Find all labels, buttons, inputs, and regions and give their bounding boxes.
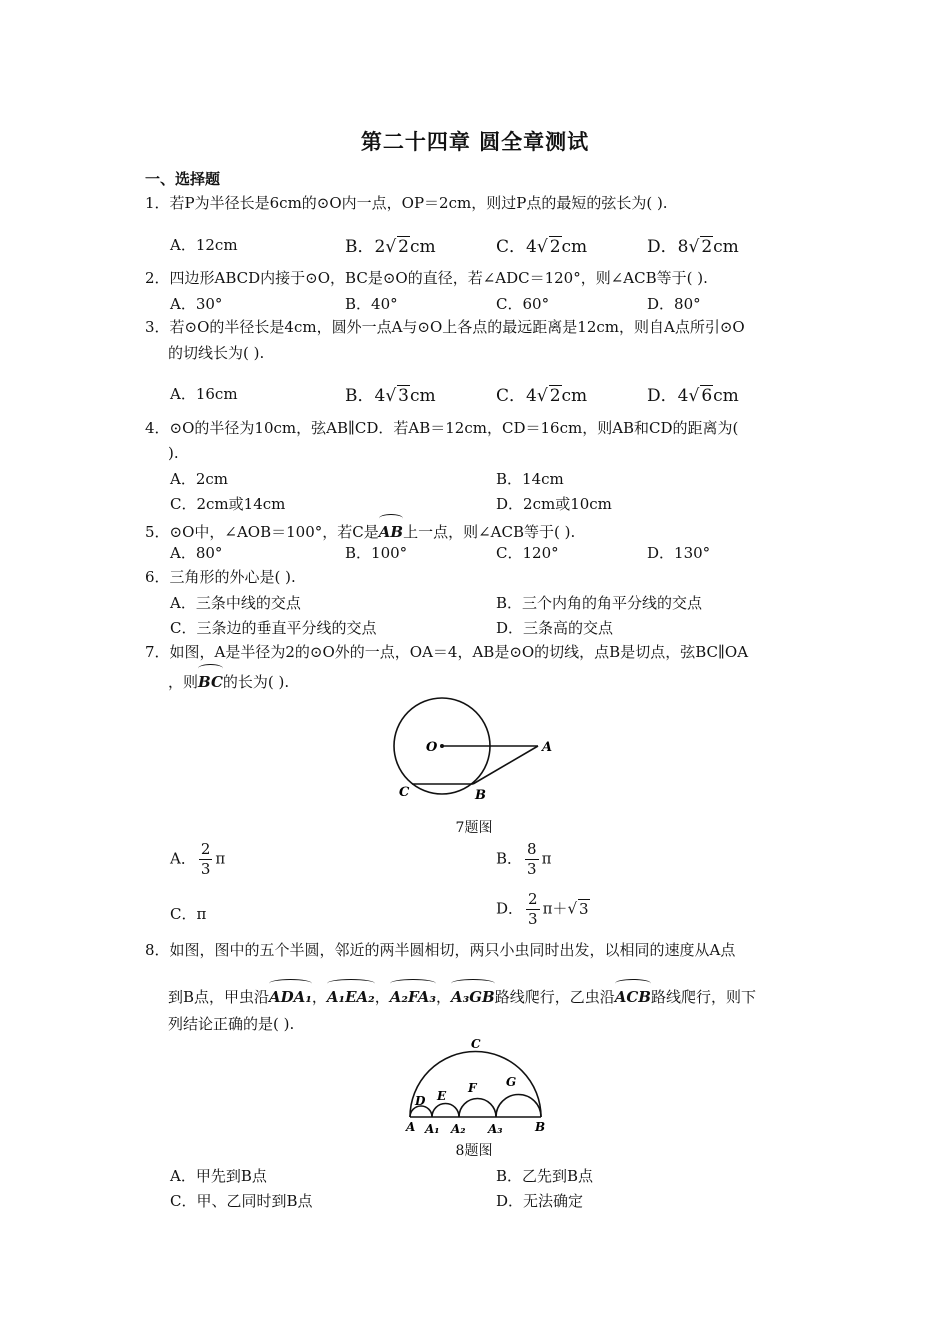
q3-stem-line2: 的切线长为( ).: [168, 344, 265, 362]
q8-option-d: D．无法确定: [496, 1192, 584, 1210]
figure-8-caption: 8题图: [455, 1143, 493, 1159]
q4-stem-line1: 4．⊙O的半径为10cm，弦AB∥CD．若AB＝12cm，CD＝16cm，则AB和CD的距离为(: [145, 419, 739, 437]
q6-stem: 6．三角形的外心是( ).: [145, 568, 296, 586]
page-title: 第二十四章 圆全章测试: [360, 129, 590, 154]
q3-option-a: A．16cm: [170, 385, 238, 403]
q4-stem-line2: ).: [168, 444, 179, 462]
q8-option-a: A．甲先到B点: [170, 1167, 267, 1185]
q5-option-a: A．80°: [170, 544, 223, 562]
center-point: [440, 744, 444, 748]
q1-stem: 1．若P为半径长是6cm的⊙O内一点，OP＝2cm，则过P点的最短的弦长为( ).: [145, 194, 668, 212]
arc-acb: ACB: [615, 980, 651, 1010]
arc-a1ea2: A₁EA₂: [327, 980, 375, 1010]
q2-option-c: C．60°: [496, 295, 550, 313]
q7-option-b: B． $\frac{8}{3}$ π: [496, 840, 552, 878]
q2-option-b: B．40°: [345, 295, 398, 313]
q7-stem-line2: ，则BC的长为( ).: [168, 665, 289, 695]
q6-option-a: A．三条中线的交点: [170, 594, 301, 612]
figure-7-caption: 7题图: [455, 820, 493, 836]
arc-a2fa3: A₂FA₃: [390, 980, 436, 1010]
q7-option-c: C．π: [170, 905, 207, 923]
label-g: G: [506, 1075, 517, 1089]
label-e: E: [437, 1089, 447, 1103]
label-b: B: [475, 788, 486, 803]
q2-stem: 2．四边形ABCD内接于⊙O，BC是⊙O的直径，若∠ADC＝120°，则∠ACB等于( ).: [145, 269, 708, 287]
arc-a1ea2-curve: [432, 1104, 459, 1118]
q6-option-d: D．三条高的交点: [496, 619, 614, 637]
q6-option-c: C．三条边的垂直平分线的交点: [170, 619, 377, 637]
figure-7: [385, 695, 570, 805]
q8-stem-line2: 到B点，甲虫沿ADA₁，A₁EA₂，A₂FA₃，A₃GB路线爬行，乙虫沿ACB路线爬行，则下: [168, 980, 756, 1010]
q3-stem-line1: 3．若⊙O的半径长是4cm，圆外一点A与⊙O上各点的最远距离是12cm，则自A点所引⊙O: [145, 318, 745, 336]
arc-ada1: ADA₁: [269, 980, 312, 1010]
q3-option-b: B．4√ 3cm: [345, 386, 436, 406]
q6-option-b: B．三个内角的角平分线的交点: [496, 594, 703, 612]
q4-option-d: D．2cm或10cm: [496, 495, 612, 513]
label-b8: B: [535, 1120, 546, 1134]
q4-option-a: A．2cm: [170, 470, 229, 488]
label-c: C: [399, 785, 410, 800]
arc-bc: BC: [198, 665, 223, 695]
q1-option-b: B．2√ 2cm: [345, 237, 436, 257]
q7-stem-line1: 7．如图，A是半径为2的⊙O外的一点，OA＝4，AB是⊙O的切线，点B是切点，弦BC∥OA: [145, 643, 749, 661]
q5-option-c: C．120°: [496, 544, 559, 562]
arc-a2fa3-curve: [459, 1099, 496, 1118]
q8-stem-line3: 列结论正确的是( ).: [168, 1015, 295, 1033]
q1-option-a: A．12cm: [170, 236, 238, 254]
q7-option-d: D． $\frac{2}{3}$ π＋√ 3: [496, 890, 589, 928]
q1-option-c: C．4√ 2cm: [496, 237, 588, 257]
arc-a3gb-curve: [496, 1095, 541, 1118]
q7-option-a: A． $\frac{2}{3}$ π: [170, 840, 226, 878]
arc-a3gb: A₃GB: [451, 980, 495, 1010]
label-a3: A₃: [488, 1122, 503, 1134]
arc-ab: AB: [379, 515, 403, 545]
q5-stem: 5．⊙O中，∠AOB＝100°，若C是AB上一点，则∠ACB等于( ).: [145, 515, 575, 545]
section-heading: 一、选择题: [145, 170, 221, 188]
label-a: A: [542, 740, 553, 755]
q8-stem-line1: 8．如图，图中的五个半圆，邻近的两半圆相切，两只小虫同时出发，以相同的速度从A点: [145, 941, 736, 959]
figure-8: [400, 1034, 550, 1134]
q8-option-b: B．乙先到B点: [496, 1167, 594, 1185]
q4-option-b: B．14cm: [496, 470, 564, 488]
label-o: O: [426, 740, 438, 755]
tangent-ab: [473, 746, 538, 784]
q5-option-d: D．130°: [647, 544, 711, 562]
q2-option-a: A．30°: [170, 295, 223, 313]
q4-option-c: C．2cm或14cm: [170, 495, 286, 513]
label-a1: A₁: [425, 1122, 440, 1134]
label-a2: A₂: [451, 1122, 466, 1134]
q3-option-c: C．4√ 2cm: [496, 386, 588, 406]
q8-option-c: C．甲、乙同时到B点: [170, 1192, 313, 1210]
q2-option-d: D．80°: [647, 295, 701, 313]
label-d: D: [415, 1094, 426, 1108]
q3-option-d: D．4√ 6cm: [647, 386, 739, 406]
label-a8: A: [406, 1120, 416, 1134]
q5-option-b: B．100°: [345, 544, 408, 562]
label-f: F: [468, 1081, 477, 1095]
q1-option-d: D．8√ 2cm: [647, 237, 739, 257]
label-c8: C: [471, 1037, 481, 1051]
